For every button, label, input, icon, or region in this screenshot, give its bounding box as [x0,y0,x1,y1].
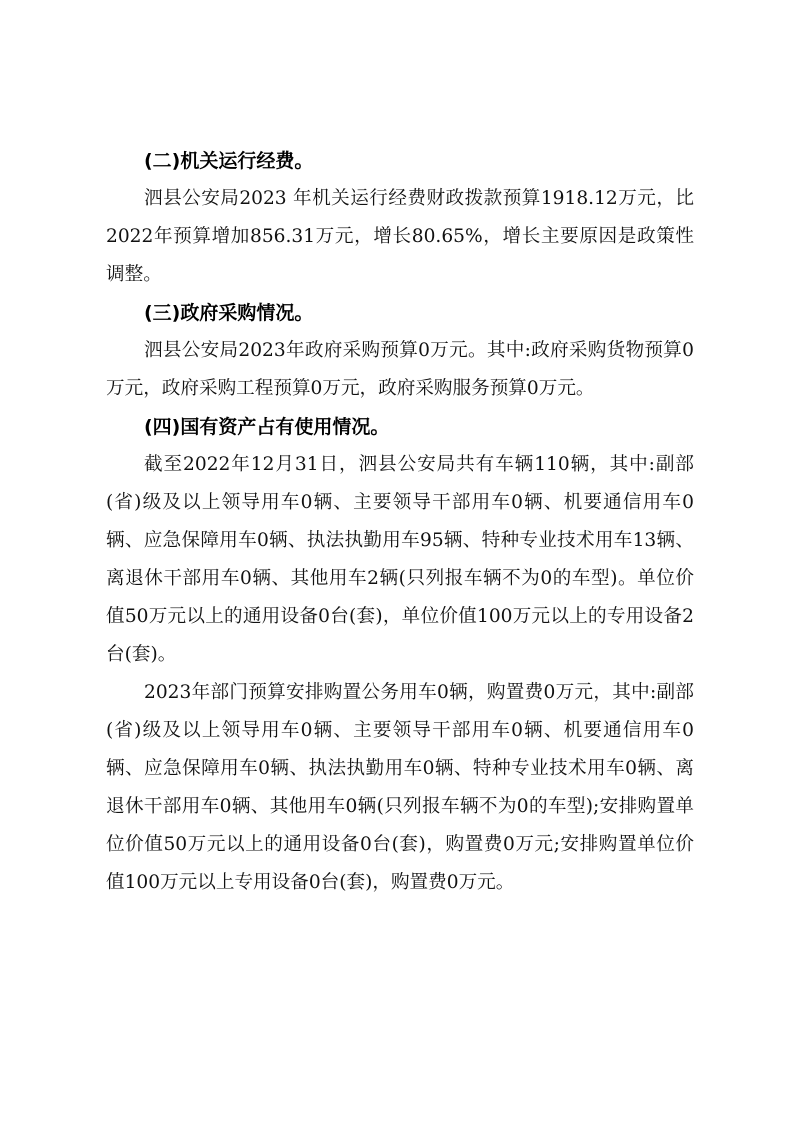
body-paragraph: 截至2022年12月31日，泗县公安局共有车辆110辆，其中:副部(省)级及以上领导用车0辆、主要领导干部用车0辆、机要通信用车0辆、应急保障用车0辆、执法执勤用车95辆、特种专业技术用车13辆、离退休干部用车0辆、其他用车2辆(只列报车辆不为0的车型)。单位价值50万元以上的通用设备0台(套)，单位价值100万元以上的专用设备2台(套)。 [106,454,694,665]
section-heading: (四)国有资产占有使用情况。 [144,416,390,438]
section-state-assets [106,408,694,902]
section-heading: (二)机关运行经费。 [144,150,314,172]
section-government-procurement [106,294,694,408]
section-heading: (三)政府采购情况。 [144,302,314,324]
body-paragraph: 泗县公安局2023年政府采购预算0万元。其中:政府采购货物预算0万元，政府采购工程预算0万元，政府采购服务预算0万元。 [106,340,694,399]
body-paragraph: 泗县公安局2023 年机关运行经费财政拨款预算1918.12万元，比2022年预算增加856.31万元，增长80.65%，增长主要原因是政策性调整。 [106,188,694,285]
body-paragraph: 2023年部门预算安排购置公务用车0辆，购置费0万元，其中:副部(省)级及以上领导用车0辆、主要领导干部用车0辆、机要通信用车0辆、应急保障用车0辆、执法执勤用车0辆、特种专业技术用车0辆、离退休干部用车0辆、其他用车0辆(只列报车辆不为0的车型);安排购置单位价值50万元以上的通用设备0台(套)，购置费0万元;安排购置单位价值100万元以上专用设备0台(套)，购置费0万元。 [106,682,694,893]
document-body [106,142,694,902]
section-operating-expenses [106,142,694,294]
